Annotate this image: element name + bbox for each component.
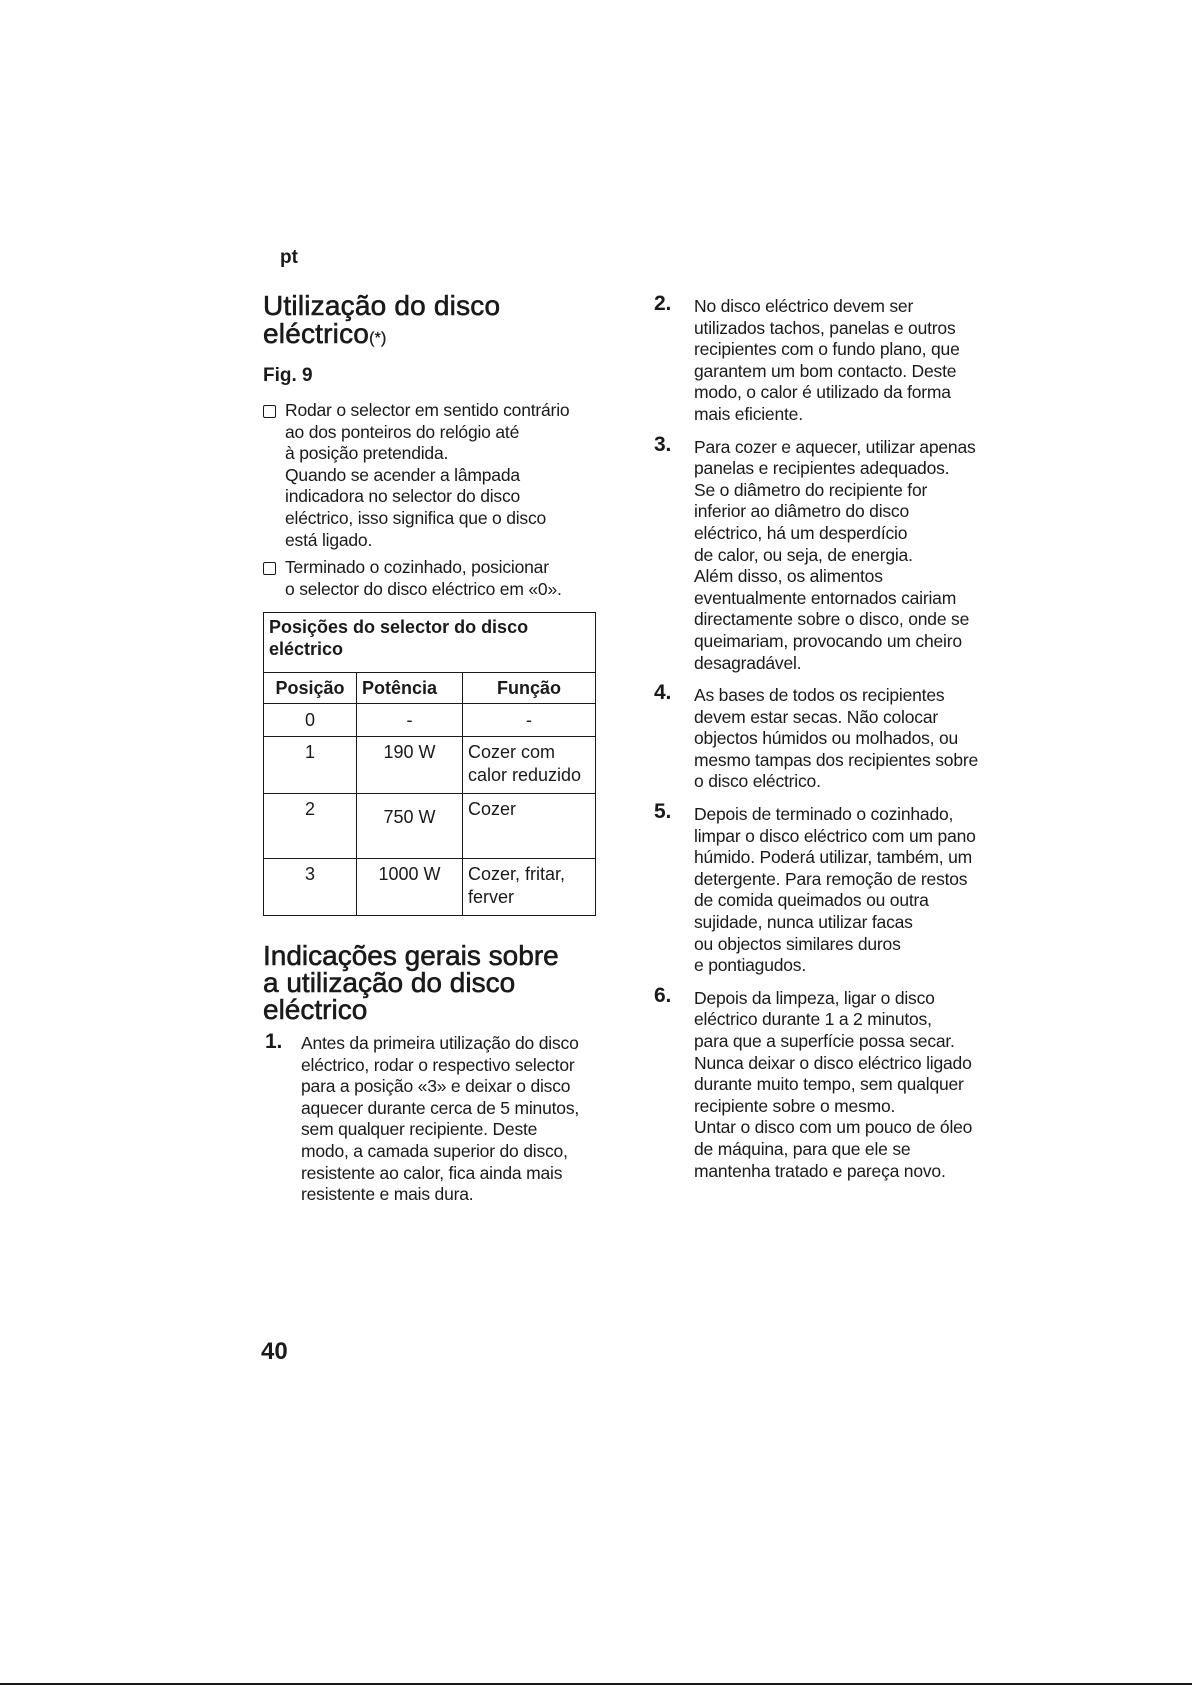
numbered-item: [654, 432, 999, 675]
item-line: para a posição «3» e deixar o disco: [301, 1076, 571, 1097]
item-line: resistente e mais dura.: [301, 1184, 474, 1205]
column-header-position: Posição: [264, 673, 357, 704]
table-caption-line2: eléctrico: [269, 639, 344, 659]
item-line: eléctrico, há um desperdício: [694, 522, 908, 543]
item-number: 6.: [654, 983, 672, 1007]
item-line: de máquina, para que ele se: [694, 1138, 911, 1159]
bullet-line: Terminado o cozinhado, posicionar: [285, 557, 549, 578]
cell-function-line2: ferver: [468, 887, 515, 907]
item-line: queimariam, provocando um cheiro: [694, 630, 962, 651]
cell-position: 3: [264, 859, 357, 916]
item-line: devem estar secas. Não colocar: [694, 706, 938, 727]
item-line: detergente. Para remoção de restos: [694, 868, 968, 889]
item-line: de comida queimados ou outra: [694, 890, 929, 911]
cell-power: -: [357, 704, 463, 737]
section2-title-line3: eléctrico: [263, 994, 368, 1025]
bullet-line: à posição pretendida.: [285, 443, 449, 464]
figure-reference: Fig. 9: [263, 365, 313, 386]
item-line: mantenha tratado e pareça novo.: [694, 1160, 946, 1181]
cell-function: [463, 859, 596, 916]
table-row: [264, 704, 596, 737]
item-number: 5.: [654, 800, 672, 824]
item-line: recipiente sobre o mesmo.: [694, 1095, 896, 1116]
item-line: mesmo tampas dos recipientes sobre: [694, 749, 979, 770]
section-title-mark: (*): [369, 330, 387, 347]
item-line: eventualmente entornados cairiam: [694, 587, 957, 608]
item-line: resistente ao calor, fica ainda mais: [301, 1162, 563, 1183]
item-line: Depois de terminado o cozinhado,: [694, 804, 954, 825]
section-title-line2: eléctrico: [263, 318, 370, 349]
cell-function-line1: Cozer: [468, 799, 517, 819]
bullet-item-rotate: [263, 400, 603, 551]
item-line: de calor, ou seja, de energia.: [694, 544, 913, 565]
bullet-line: ao dos ponteiros do relógio até: [285, 421, 520, 442]
item-line: Antes da primeira utilização do disco: [301, 1033, 579, 1053]
item-line: Para cozer e aquecer, utilizar apenas: [694, 436, 976, 457]
item-number: 3.: [654, 432, 672, 456]
item-number: 2.: [654, 292, 672, 315]
checkbox-bullet-icon: [263, 405, 276, 418]
cell-function-line1: Cozer, fritar,: [468, 864, 566, 884]
checkbox-bullet-icon: [263, 562, 276, 575]
bullet-line: o selector do disco eléctrico em «0».: [285, 578, 562, 599]
item-line: directamente sobre o disco, onde se: [694, 609, 970, 630]
cell-function: [463, 737, 596, 794]
item-line: Untar o disco com um pouco de óleo: [694, 1117, 973, 1138]
numbered-item: [654, 681, 999, 793]
section-title-disc-use: [263, 292, 603, 353]
cell-function: -: [463, 704, 596, 737]
item-line: utilizados tachos, panelas e outros: [694, 317, 956, 338]
cell-position: 1: [264, 737, 357, 794]
bullet-line: está ligado.: [285, 529, 373, 550]
item-line: Nunca deixar o disco eléctrico ligado: [694, 1052, 972, 1073]
cell-function-line2: calor reduzido: [468, 765, 582, 785]
page-number: 40: [261, 1338, 288, 1365]
item-line: panelas e recipientes adequados.: [694, 458, 950, 479]
item-number: 4.: [654, 681, 672, 705]
item-line: sujidade, nunca utilizar facas: [694, 912, 913, 933]
item-line: objectos húmidos ou molhados, ou: [694, 728, 959, 749]
selector-positions-table: [263, 612, 596, 916]
item-line: modo, a camada superior do disco,: [301, 1140, 568, 1161]
item-line: para que a superfície possa secar.: [694, 1031, 955, 1051]
cell-position: 0: [264, 704, 357, 737]
section-title-general-indications: [263, 942, 603, 1023]
table-row: [264, 794, 596, 859]
item-line: e pontiagudos.: [694, 955, 807, 976]
numbered-item: [654, 800, 999, 977]
table-caption: [264, 613, 596, 673]
column-header-function: Função: [463, 673, 596, 704]
table-row: [264, 859, 596, 916]
item-line: Depois da limpeza, ligar o disco: [694, 987, 935, 1008]
bullet-line: indicadora no selector do disco: [285, 486, 521, 507]
table-caption-line1: Posições do selector do disco: [269, 617, 529, 637]
item-line: As bases de todos os recipientes: [694, 685, 945, 706]
item-line: sem qualquer recipiente. Deste: [301, 1119, 538, 1140]
cell-function-line1: Cozer com: [468, 742, 556, 762]
left-column: [263, 292, 603, 600]
table-header-row: [264, 673, 596, 704]
cell-power: 1000 W: [357, 859, 463, 916]
numbered-item: [654, 292, 999, 426]
cell-position: 2: [264, 794, 357, 859]
cell-function: [463, 794, 596, 859]
cell-power: 750 W: [357, 794, 463, 859]
section2-title-line2: a utilização do disco: [263, 967, 516, 998]
item-line: modo, o calor é utilizado da forma: [694, 382, 951, 403]
bullet-item-finish: [263, 557, 603, 600]
bullet-line: Quando se acender a lâmpada: [285, 464, 520, 485]
section2-title-line1: Indicações gerais sobre: [263, 940, 559, 971]
numbered-item: [263, 1030, 641, 1206]
section-title-line1: Utilização do disco: [263, 290, 501, 321]
item-line: inferior ao diâmetro do disco: [694, 501, 910, 522]
bullet-line: Rodar o selector em sentido contrário: [285, 400, 570, 420]
numbered-item: [654, 983, 999, 1182]
item-number: 1.: [265, 1030, 283, 1053]
item-line: eléctrico, rodar o respectivo selector: [301, 1054, 575, 1075]
column-header-power: Potência: [357, 673, 463, 704]
item-line: desagradável.: [694, 652, 802, 673]
table-row: [264, 737, 596, 794]
item-line: o disco eléctrico.: [694, 771, 821, 792]
item-line: ou objectos similares duros: [694, 933, 901, 954]
item-line: Além disso, os alimentos: [694, 566, 883, 587]
item-line: eléctrico durante 1 a 2 minutos,: [694, 1009, 932, 1030]
item-line: mais eficiente.: [694, 403, 803, 424]
language-tag: pt: [280, 247, 298, 268]
item-line: Se o diâmetro do recipiente for: [694, 479, 928, 500]
item-line: limpar o disco eléctrico com um pano: [694, 825, 976, 846]
item-line: aquecer durante cerca de 5 minutos,: [301, 1097, 580, 1118]
right-column: [654, 292, 999, 1193]
item-line: No disco eléctrico devem ser: [694, 296, 914, 316]
item-line: garantem um bom contacto. Deste: [694, 360, 957, 381]
cell-power: 190 W: [357, 737, 463, 794]
item-line: recipientes com o fundo plano, que: [694, 339, 960, 360]
item-line: durante muito tempo, sem qualquer: [694, 1074, 964, 1095]
bullet-line: eléctrico, isso significa que o disco: [285, 507, 547, 528]
item-line: húmido. Poderá utilizar, também, um: [694, 847, 972, 868]
